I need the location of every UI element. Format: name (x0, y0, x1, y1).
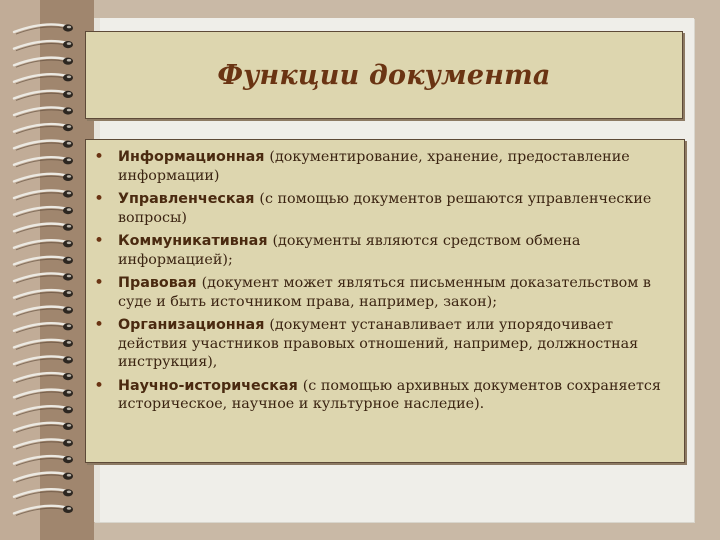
binding-ring-icon (14, 390, 73, 400)
binding-ring-icon (14, 489, 73, 499)
bullet-dot-icon: • (94, 375, 105, 396)
binding-ring-icon (14, 174, 73, 184)
item-description: (с помощью архивных документов сохраняется историческое, научное и культурное наследие). (118, 377, 661, 412)
bullet-dot-icon: • (94, 315, 105, 335)
binding-ring-icon (14, 290, 73, 300)
binding-ring-icon (14, 423, 73, 433)
item-description: (документирование, хранение, предоставление информации) (118, 149, 630, 184)
binding-ring-icon (14, 456, 73, 466)
bullet-dot-icon: • (94, 189, 105, 209)
binding-ring-icon (14, 506, 73, 516)
binding-ring-icon (14, 439, 73, 449)
list-item (94, 190, 666, 227)
binding-ring-icon (14, 74, 73, 84)
binding-ring-icon (14, 41, 73, 51)
bullet-dot-icon: • (94, 147, 105, 167)
item-description: (документ может являться письменным доказательством в суде и быть источником права, например, закон); (118, 275, 651, 310)
binding-ring-icon (14, 24, 73, 34)
binding-ring-icon (14, 257, 73, 267)
binding-ring-icon (14, 273, 73, 283)
item-term: Научно-историческая (118, 377, 303, 394)
binding-ring-icon (14, 307, 73, 317)
list-item (94, 232, 666, 269)
binding-ring-icon (14, 141, 73, 151)
bullet-dot-icon: • (94, 231, 105, 251)
binding-ring-icon (14, 240, 73, 250)
binding-ring-icon (14, 91, 73, 101)
item-term: Управленческая (118, 191, 260, 207)
list-item (94, 274, 666, 311)
slide-title: Функции документа (217, 59, 551, 91)
item-description: (с помощью документов решаются управленческие вопросы) (118, 191, 652, 226)
bullet-dot-icon: • (94, 273, 105, 293)
item-term: Организационная (118, 317, 270, 333)
list-item (94, 316, 666, 372)
spiral-binding-icon (0, 0, 94, 540)
function-list (94, 148, 666, 414)
binding-ring-icon (14, 107, 73, 117)
binding-ring-icon (14, 207, 73, 217)
binding-ring-icon (14, 224, 73, 234)
binding-ring-icon (14, 58, 73, 68)
binding-ring-icon (14, 190, 73, 200)
item-term: Информационная (118, 149, 270, 165)
item-term: Правовая (118, 275, 202, 291)
content-panel (85, 139, 685, 463)
binding-ring-icon (14, 356, 73, 366)
binding-ring-icon (14, 473, 73, 483)
item-description: (документ устанавливает или упорядочивает действия участников правовых отношений, например, должностная инструкция), (118, 317, 639, 370)
list-item (94, 377, 666, 414)
binding-ring-icon (14, 323, 73, 333)
item-term: Коммуникативная (118, 233, 273, 249)
title-panel (85, 31, 683, 119)
binding-ring-icon (14, 124, 73, 134)
binding-ring-icon (14, 157, 73, 167)
list-item (94, 148, 666, 185)
binding-ring-icon (14, 340, 73, 350)
item-description: (документы являются средством обмена информацией); (118, 233, 581, 268)
binding-ring-icon (14, 406, 73, 416)
binding-ring-icon (14, 373, 73, 383)
